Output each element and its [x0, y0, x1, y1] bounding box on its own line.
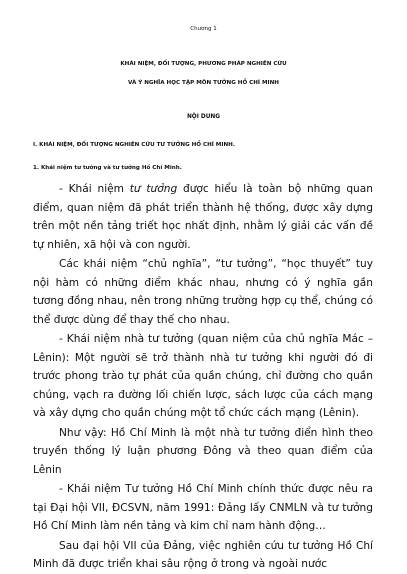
paragraph-1: [33, 180, 373, 254]
paragraph-4: Như vậy: Hồ Chí Minh là một nhà tư tưởng điển hình theo truyền thống lý luận phương Đông và theo quan điểm của Lênin: [33, 426, 373, 476]
section-heading: I. KHÁI NIỆM, ĐỐI TƯỢNG NGHIÊN CỨU TƯ TƯỞNG HỒ CHÍ MINH.: [33, 142, 235, 148]
chapter-label: Chương 1: [190, 26, 217, 32]
paragraph-1-rest: được hiểu là toàn bộ những quan điểm, quan niệm đã phát triển thành hệ thống, được xây dựng trên một nền tảng triết học nhất định, nhằm lý giải các vấn đề tự nhiên, xã hội và con người.: [33, 183, 373, 251]
paragraph-1-term: tư tưởng: [129, 183, 178, 195]
paragraph-5: - Khái niệm Tư tưởng Hồ Chí Minh chính thức được nêu ra tại Đại hội VII, ĐCSVN, năm 1991: Đảng lấy CNMLN và tư tưởng Hồ Chí Minh làm nền tảng và kim chỉ nam hành động…: [33, 483, 373, 532]
paragraph-1-prefix: - Khái niệm: [59, 183, 130, 195]
paragraph-6: Sau đại hội VII của Đảng, việc nghiên cứu tư tưởng Hồ Chí Minh đã được triển khai sâu rộng ở trong và ngoài nước: [33, 539, 373, 570]
chapter-title-line-1: KHÁI NIỆM, ĐỐI TƯỢNG, PHƯƠNG PHÁP NGHIÊN CỨU: [120, 61, 287, 67]
paragraph-3: - Khái niệm nhà tư tưởng (quan niệm của chủ nghĩa Mác – Lênin): Một người sẽ trở thành nhà tư tưởng khi người đó đi trước phong trào tự phát của quần chúng, chỉ đường cho quần chúng, vạch ra đường lối chiến lược, sách lược của cách mạng và xây dựng cho quần chúng một tổ chức cách mạng (Lênin).: [33, 333, 373, 419]
content-heading: NỘI DUNG: [186, 114, 221, 120]
subsection-heading: 1. Khái niệm tư tưởng và tư tưởng Hồ Chí Minh.: [33, 165, 182, 171]
body-text: [33, 180, 373, 574]
paragraph-2: Các khái niệm “chủ nghĩa”, “tư tưởng”, “học thuyết” tuy nội hàm có những điểm khác nhau, nhưng có ý nghĩa gần tương đồng nhau, nên trong những trường hợp cụ thể, chúng có thể được dùng để thay thế cho nhau.: [33, 258, 373, 326]
chapter-title-line-2: VÀ Ý NGHĨA HỌC TẬP MÔN TƯỞNG HỒ CHÍ MINH: [128, 80, 279, 86]
